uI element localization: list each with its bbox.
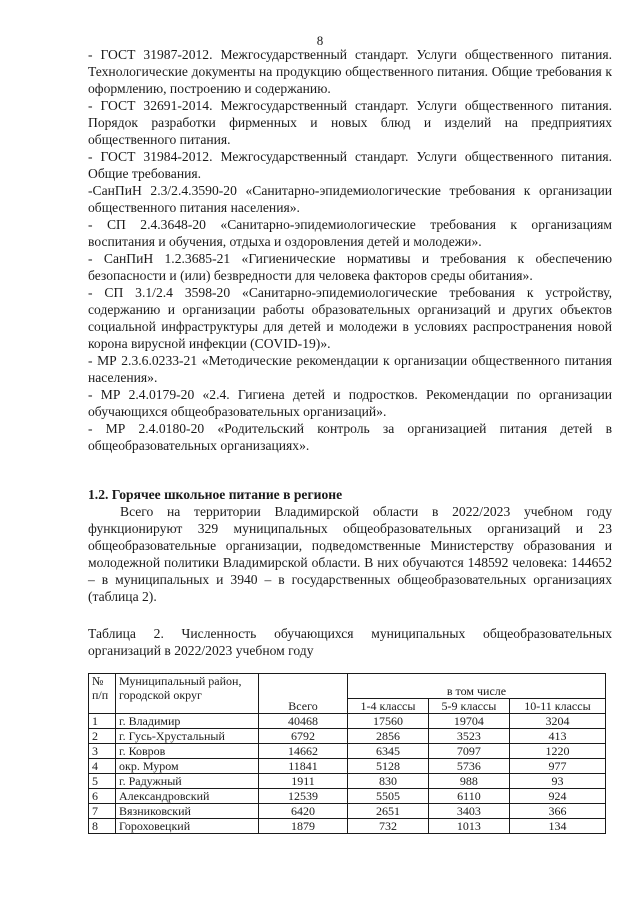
cell-total: 11841 xyxy=(259,758,348,773)
cell-grades-5-9: 19704 xyxy=(428,713,509,728)
page-number: 8 xyxy=(316,33,324,48)
cell-grades-1-4: 2856 xyxy=(348,728,429,743)
cell-district: г. Ковров xyxy=(116,743,259,758)
table-row xyxy=(89,743,606,758)
table-row xyxy=(89,803,606,818)
header-num: № п/п xyxy=(89,673,116,713)
header-grades-10-11: 10-11 классы xyxy=(509,698,605,713)
reference-item: - СанПиН 1.2.3685-21 «Гигиенические нормативы и требования к обеспечению безопасности и (или) безвредности для человека факторов среды обитания». xyxy=(88,251,612,283)
cell-grades-1-4: 2651 xyxy=(348,803,429,818)
reference-item: - ГОСТ 32691-2014. Межгосударственный стандарт. Услуги общественного питания. Порядок разработки фирменных и новых блюд и изделий на предприятиях общественного питания. xyxy=(88,98,612,147)
cell-total: 40468 xyxy=(259,713,348,728)
cell-grades-1-4: 5505 xyxy=(348,788,429,803)
table-row xyxy=(89,788,606,803)
table-row xyxy=(89,713,606,728)
cell-grades-10-11: 366 xyxy=(509,803,605,818)
page-content xyxy=(88,46,612,834)
reference-item: - СП 3.1/2.4 3598-20 «Санитарно-эпидемиологические требования к устройству, содержанию и организации работы образовательных организаций и других объектов социальной инфраструктуры для детей и молодежи в условиях распространения новой корона вирусной инфекции (COVID-19)». xyxy=(88,285,612,351)
cell-grades-1-4: 5128 xyxy=(348,758,429,773)
cell-grades-1-4: 732 xyxy=(348,818,429,833)
cell-district: г. Владимир xyxy=(116,713,259,728)
cell-num: 5 xyxy=(89,773,116,788)
cell-grades-10-11: 977 xyxy=(509,758,605,773)
table-row xyxy=(89,758,606,773)
cell-grades-5-9: 7097 xyxy=(428,743,509,758)
cell-num: 2 xyxy=(89,728,116,743)
cell-total: 6792 xyxy=(259,728,348,743)
cell-grades-10-11: 93 xyxy=(509,773,605,788)
cell-district: Гороховецкий xyxy=(116,818,259,833)
cell-num: 4 xyxy=(89,758,116,773)
section-paragraph: Всего на территории Владимирской области в 2022/2023 учебном году функционируют 329 муниципальных общеобразовательных организаций и 23 общеобразовательные организации, подведомственные Министерству образования и молодежной политики Владимирской области. В них обучаются 148592 человека: 144652 – в муниципальных и 3940 – в государственных общеобразовательных организациях (таблица 2). xyxy=(88,504,612,604)
cell-grades-10-11: 924 xyxy=(509,788,605,803)
cell-grades-10-11: 3204 xyxy=(509,713,605,728)
table-row xyxy=(89,818,606,833)
reference-item: - СП 2.4.3648-20 «Санитарно-эпидемиологические требования к организациям воспитания и обучения, отдыха и оздоровления детей и молодежи». xyxy=(88,217,612,249)
cell-district: Вязниковский xyxy=(116,803,259,818)
cell-num: 7 xyxy=(89,803,116,818)
cell-total: 1911 xyxy=(259,773,348,788)
reference-item: - МР 2.4.0180-20 «Родительский контроль за организацией питания детей в общеобразовательных организациях». xyxy=(88,421,612,453)
cell-grades-10-11: 1220 xyxy=(509,743,605,758)
cell-grades-1-4: 17560 xyxy=(348,713,429,728)
reference-item: - МР 2.3.6.0233-21 «Методические рекомендации к организации общественного питания населения». xyxy=(88,353,612,385)
cell-district: г. Радужный xyxy=(116,773,259,788)
cell-grades-5-9: 5736 xyxy=(428,758,509,773)
header-total: Всего xyxy=(259,673,348,713)
cell-total: 1879 xyxy=(259,818,348,833)
cell-grades-1-4: 830 xyxy=(348,773,429,788)
reference-item: - ГОСТ 31984-2012. Межгосударственный стандарт. Услуги общественного питания. Общие требования. xyxy=(88,149,612,181)
cell-total: 14662 xyxy=(259,743,348,758)
students-table xyxy=(88,673,606,834)
cell-total: 12539 xyxy=(259,788,348,803)
cell-district: г. Гусь-Хрустальный xyxy=(116,728,259,743)
cell-num: 1 xyxy=(89,713,116,728)
header-including: в том числе xyxy=(348,673,606,698)
cell-grades-5-9: 1013 xyxy=(428,818,509,833)
reference-item: -СанПиН 2.3/2.4.3590-20 «Санитарно-эпидемиологические требования к организации общественного питания населения». xyxy=(88,183,612,215)
table-caption: Таблица 2. Численность обучающихся муниципальных общеобразовательных организаций в 2022/2023 учебном году xyxy=(88,626,612,658)
cell-grades-10-11: 413 xyxy=(509,728,605,743)
cell-district: Александровский xyxy=(116,788,259,803)
reference-list xyxy=(88,46,612,454)
reference-item: - ГОСТ 31987-2012. Межгосударственный стандарт. Услуги общественного питания. Технологические документы на продукцию общественного питания. Общие требования к оформлению, построению и содержанию. xyxy=(88,47,612,96)
cell-num: 8 xyxy=(89,818,116,833)
cell-grades-1-4: 6345 xyxy=(348,743,429,758)
header-grades-5-9: 5-9 классы xyxy=(428,698,509,713)
cell-grades-5-9: 3523 xyxy=(428,728,509,743)
section-heading: 1.2. Горячее школьное питание в регионе xyxy=(88,487,343,502)
cell-grades-10-11: 134 xyxy=(509,818,605,833)
header-district: Муниципальный район, городской округ xyxy=(116,673,259,713)
reference-item: - МР 2.4.0179-20 «2.4. Гигиена детей и подростков. Рекомендации по организации обучающихся общеобразовательных организаций». xyxy=(88,387,612,419)
cell-district: окр. Муром xyxy=(116,758,259,773)
cell-grades-5-9: 6110 xyxy=(428,788,509,803)
cell-num: 6 xyxy=(89,788,116,803)
header-grades-1-4: 1-4 классы xyxy=(348,698,429,713)
table-row xyxy=(89,773,606,788)
cell-grades-5-9: 988 xyxy=(428,773,509,788)
cell-num: 3 xyxy=(89,743,116,758)
cell-grades-5-9: 3403 xyxy=(428,803,509,818)
cell-total: 6420 xyxy=(259,803,348,818)
table-header-row xyxy=(89,673,606,698)
table-row xyxy=(89,728,606,743)
